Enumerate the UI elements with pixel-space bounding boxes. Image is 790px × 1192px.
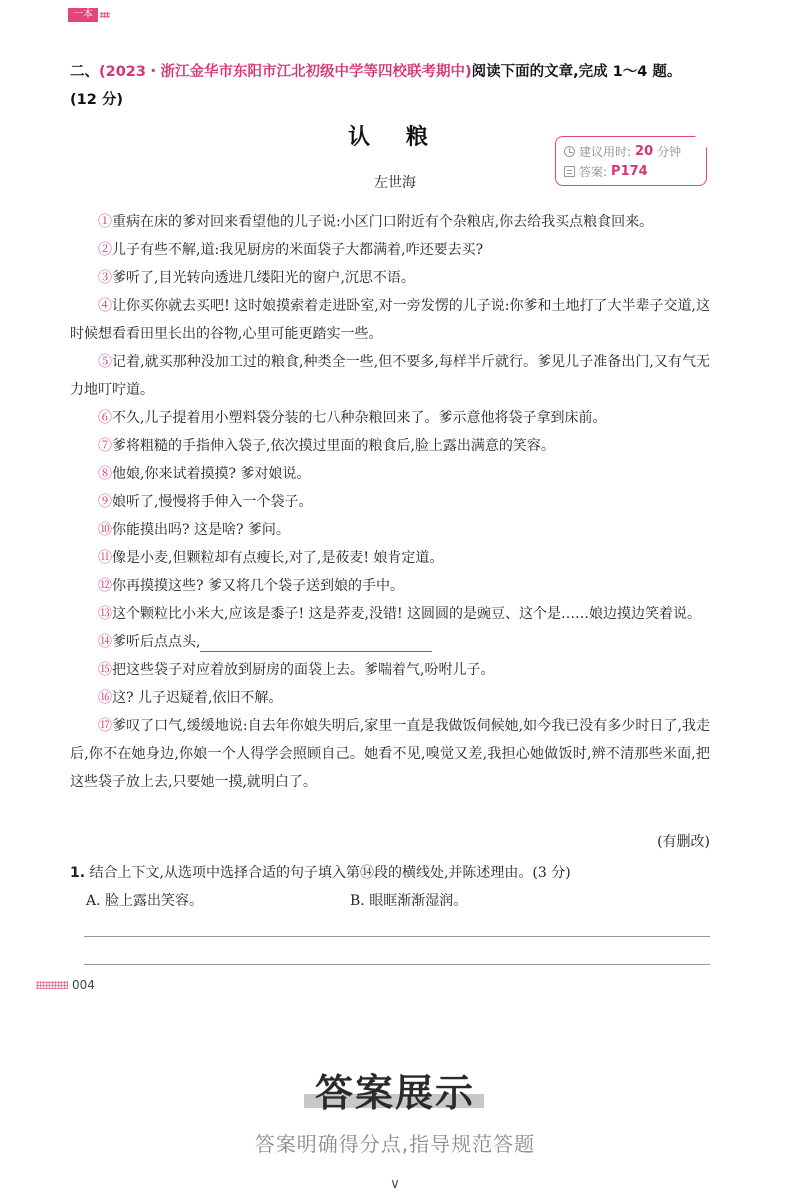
question-source: (2023・浙江金华市东阳市江北初级中学等四校联考期中) [99,64,472,80]
suggested-time-value: 20 [635,144,654,159]
info-box [555,136,707,186]
promo-title: 答案展示 [314,1071,475,1115]
answer-page-value: P174 [611,164,648,179]
paragraph [70,628,710,656]
paragraph-text: 这? 儿子迟疑着,依旧不解。 [112,690,283,706]
paragraph-number: ② [98,242,112,258]
paragraph-text: 重病在床的爹对回来看望他的儿子说:小区门口附近有个杂粮店,你去给我买点粮食回来。 [112,214,654,230]
paragraph [70,404,710,432]
section-prefix: 二、 [70,64,99,80]
paragraph [70,488,710,516]
paragraph-text: 爹听后点点头, [112,634,201,650]
paragraph-text: 不久,儿子提着用小塑料袋分装的七八种杂粮回来了。爹示意他将袋子拿到床前。 [112,410,607,426]
question-text: 结合上下文,从选项中选择合适的句子填入第⑭段的横线处,并陈述理由。(3 分) [89,865,571,881]
paragraph-number: ⑮ [98,662,112,678]
paragraph-text: 你再摸摸这些? 爹又将几个袋子送到娘的手中。 [112,578,404,594]
paragraph-text: 爹将粗糙的手指伸入袋子,依次摸过里面的粮食后,脸上露出满意的笑容。 [112,438,555,454]
paragraph-number: ⑨ [98,494,112,510]
paragraph-text: 爹叹了口气,缓缓地说:自去年你娘失明后,家里一直是我做饭伺候她,如今我已没有多少时日了,我走后,你不在她身边,你娘一个人得学会照顾自己。她看不见,嗅觉又差,我担心她做饭时,辨不清那些米面,把这些袋子放上去,只要她一摸,就明白了。 [70,718,711,790]
article-author: 左世海 [374,175,416,191]
paragraph-number: ⑭ [98,634,112,650]
paragraph-number: ⑩ [98,522,112,538]
paragraph-text: 你能摸出吗? 这是啥? 爹问。 [112,522,290,538]
section-instruction: 阅读下面的文章,完成 1～4 题。 [471,64,682,80]
paragraph [70,516,710,544]
brand-dots-decoration [100,12,110,18]
page-number-text: 004 [72,978,95,992]
suggested-time-label: 建议用时: [579,145,632,159]
paragraph [70,712,710,796]
paragraph-number: ④ [98,298,113,314]
paragraph [70,236,710,264]
answer-line[interactable] [84,964,710,965]
chevron-down-icon: ∨ [389,1176,401,1192]
paragraph-text: 他娘,你来试着摸摸? 爹对娘说。 [112,466,311,482]
paragraph-number: ⑫ [98,578,112,594]
paragraph [70,572,710,600]
page-number [36,978,95,992]
paragraph [70,544,710,572]
fill-in-blank[interactable] [200,633,432,652]
paragraph-number: ⑰ [98,718,113,734]
paragraph [70,684,710,712]
paragraph [70,600,710,628]
paragraph-text: 儿子有些不解,道:我见厨房的米面袋子大都满着,咋还要去买? [112,242,484,258]
paragraph [70,208,710,236]
section-score: (12 分) [70,92,123,108]
paragraph-number: ⑯ [98,690,112,706]
page-dots-decoration [36,981,68,989]
paragraph [70,432,710,460]
paragraph-text: 这个颗粒比小米大,应该是黍子! 这是荞麦,没错! 这圆圆的是豌豆、这个是……娘边摸边笑着说。 [112,606,702,622]
document-icon [564,166,575,177]
question-1 [70,859,720,887]
suggested-time-unit: 分钟 [657,145,682,159]
paragraph-number: ⑧ [98,466,112,482]
article-body [70,208,710,796]
paragraph-text: 娘听了,慢慢将手伸入一个袋子。 [112,494,313,510]
paragraph-number: ⑦ [98,438,112,454]
answer-line[interactable] [84,936,710,937]
option-b[interactable]: B. 眼眶渐渐湿润。 [350,893,468,909]
paragraph-text: 让你买你就去买吧! 这时娘摸索着走进卧室,对一旁发愣的儿子说:你爹和土地打了大半辈子交道,这时候想看看田里长出的谷物,心里可能更踏实一些。 [70,298,710,342]
question-number: 1. [70,865,86,881]
promo-subtitle: 答案明确得分点,指导规范答题 [254,1132,536,1156]
paragraph [70,656,710,684]
paragraph-number: ⑬ [98,606,112,622]
paragraph [70,264,710,292]
paragraph-number: ⑤ [98,354,113,370]
paragraph-number: ① [98,214,112,230]
suggested-time-row [564,143,681,160]
paragraph [70,292,710,348]
paragraph-text: 像是小麦,但颗粒却有点瘦长,对了,是莜麦! 娘肯定道。 [112,550,444,566]
paragraph-number: ⑪ [98,550,112,566]
answer-page-row [564,163,648,180]
clock-icon [564,146,575,157]
info-box-corner [694,135,708,149]
brand-tag: 一本 [68,8,98,22]
paragraph-number: ③ [98,270,112,286]
paragraph-text: 把这些袋子对应着放到厨房的面袋上去。爹喘着气,吩咐儿子。 [112,662,495,678]
paragraph [70,460,710,488]
option-a[interactable]: A. 脸上露出笑容。 [86,893,204,909]
paragraph-number: ⑥ [98,410,112,426]
section-header [70,58,720,114]
answer-label: 答案: [579,165,608,179]
paragraph-text: 记着,就买那种没加工过的粮食,种类全一些,但不要多,每样半斤就行。爹见儿子准备出门,又有气无力地叮咛道。 [70,354,711,398]
article-title: 认 粮 [348,124,442,150]
paragraph [70,348,710,404]
edited-note: (有删改) [657,834,710,850]
paragraph-text: 爹听了,目光转向透进几缕阳光的窗户,沉思不语。 [112,270,415,286]
